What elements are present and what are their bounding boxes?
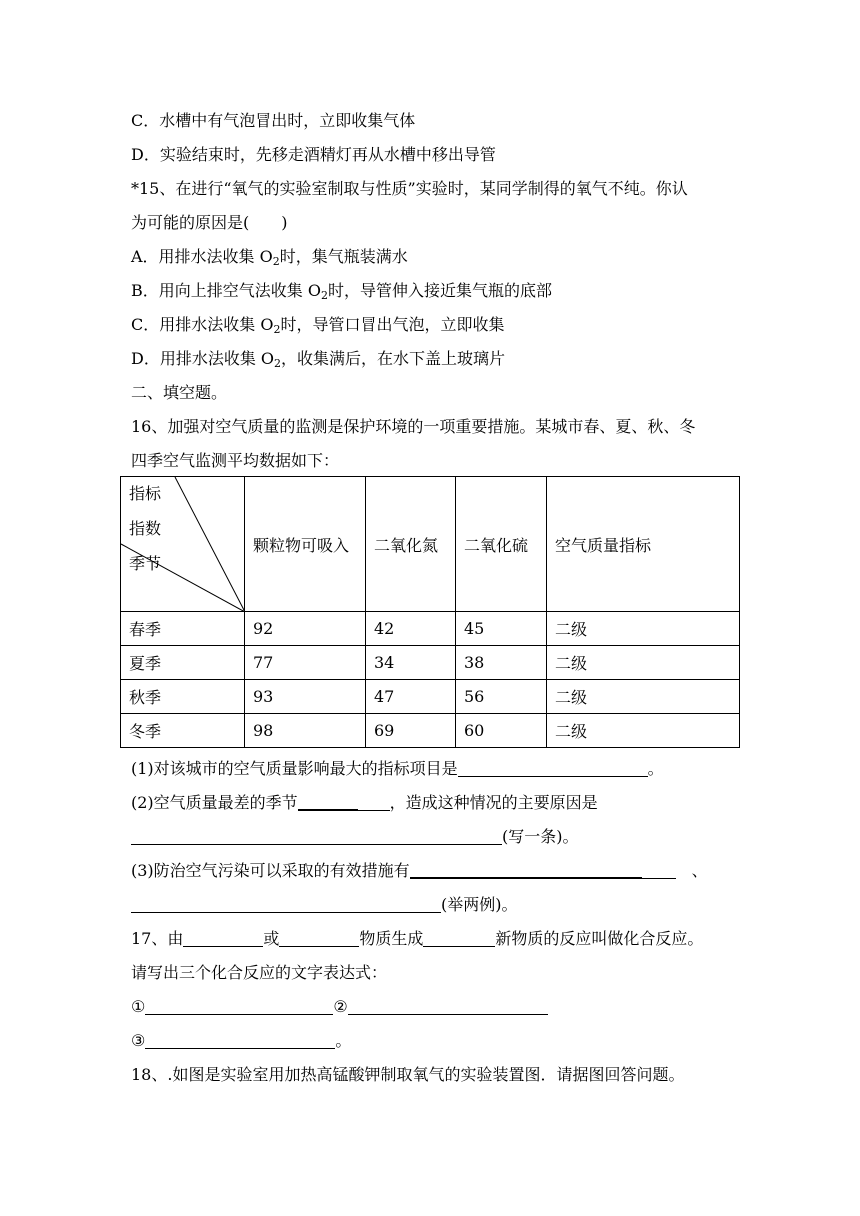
table-cell: 二级 [547, 646, 740, 680]
q16-part2-text-end: (写一条)。 [502, 827, 579, 846]
table-cell: 42 [366, 612, 456, 646]
answer-blank[interactable] [298, 793, 358, 811]
q17-instruction: 请写出三个化合反应的文字表达式： [131, 963, 388, 982]
q16-part2 [131, 793, 598, 813]
q16-part2-line2 [131, 827, 579, 847]
table-cell: 二级 [547, 680, 740, 714]
answer-blank[interactable] [183, 930, 263, 947]
table-header: 二氧化硫 [456, 477, 547, 612]
table-cell: 二级 [547, 714, 740, 748]
table-cell: 45 [456, 612, 547, 646]
q15-option-c-text-end: 时，导管口冒出气泡，立即收集 [280, 315, 505, 334]
answer-blank[interactable] [423, 930, 495, 947]
section-heading: 二、填空题。 [131, 383, 228, 402]
table-cell: 77 [245, 646, 366, 680]
subscript: 2 [273, 323, 281, 336]
circled-number: ② [333, 997, 348, 1016]
answer-blank[interactable] [279, 930, 359, 947]
table-cell: 47 [366, 680, 456, 714]
header-label-index: 指数 [129, 519, 162, 538]
table-cell: 56 [456, 680, 547, 714]
separator: 、 [691, 861, 708, 880]
answer-blank[interactable] [131, 896, 441, 913]
table-cell: 秋季 [121, 680, 245, 714]
table-cell: 34 [366, 646, 456, 680]
table-row [121, 612, 740, 646]
table-cell: 二级 [547, 612, 740, 646]
q15-option-a-text: A．用排水法收集 O [131, 247, 273, 266]
circled-number: ① [131, 997, 146, 1016]
table-cell: 92 [245, 612, 366, 646]
q16-stem-line2: 四季空气监测平均数据如下： [131, 451, 340, 470]
q15-option-d-text: D．用排水法收集 O [131, 349, 275, 368]
q15-option-b [131, 281, 552, 301]
diagonal-header-cell [121, 477, 245, 612]
q15-option-b-text: B．用向上排空气法收集 O [131, 281, 321, 300]
answer-blank[interactable] [145, 998, 333, 1015]
q17-text: 物质生成 [359, 929, 424, 948]
q15-option-a-text-end: 时，集气瓶装满水 [279, 247, 408, 266]
q18-stem: 18、.如图是实验室用加热高锰酸钾制取氧气的实验装置图．请据图回答问题。 [131, 1065, 685, 1084]
q15-option-c [131, 315, 504, 335]
q17-text: 17、由 [131, 929, 184, 948]
table-cell: 夏季 [121, 646, 245, 680]
answer-blank[interactable] [348, 998, 548, 1015]
table-cell: 冬季 [121, 714, 245, 748]
q14-option-d: D．实验结束时，先移走酒精灯再从水槽中移出导管 [131, 145, 496, 164]
answer-blank-tail [642, 862, 676, 879]
table-header: 二氧化氮 [366, 477, 456, 612]
table-row [121, 714, 740, 748]
answer-blank[interactable] [145, 1032, 335, 1049]
q15-stem-line2: 为可能的原因是( ) [131, 213, 288, 232]
table-row [121, 646, 740, 680]
period: 。 [647, 759, 664, 778]
table-cell: 69 [366, 714, 456, 748]
subscript: 2 [274, 357, 282, 370]
q15-option-b-text-end: 时，导管伸入接近集气瓶的底部 [327, 281, 552, 300]
table-row [121, 680, 740, 714]
header-label-season: 季节 [129, 554, 162, 573]
q15-stem-line1: *15、在进行“氧气的实验室制取与性质”实验时，某同学制得的氧气不纯。你认 [131, 179, 688, 198]
answer-blank[interactable] [458, 760, 648, 777]
q16-part1 [131, 759, 664, 779]
table-cell: 98 [245, 714, 366, 748]
q17-text: 新物质的反应叫做化合反应。 [495, 929, 704, 948]
q16-part3-text: (3)防治空气污染可以采取的有效措施有 [131, 861, 410, 880]
q14-option-c: C．水槽中有气泡冒出时，立即收集气体 [131, 111, 416, 130]
q17-answers-row2 [131, 1031, 351, 1051]
table-cell: 60 [456, 714, 547, 748]
q17-stem [131, 929, 703, 949]
q16-part3-line2 [131, 895, 518, 915]
air-quality-table [120, 476, 740, 748]
answer-blank-tail [358, 794, 390, 811]
q17-text: 或 [263, 929, 280, 948]
q15-option-c-text: C．用排水法收集 O [131, 315, 274, 334]
table-cell: 93 [245, 680, 366, 714]
header-label-indicator: 指标 [129, 484, 162, 503]
table-cell: 38 [456, 646, 547, 680]
q15-option-d [131, 349, 505, 369]
answer-blank[interactable] [410, 861, 642, 879]
table-cell: 春季 [121, 612, 245, 646]
table-header: 颗粒物可吸入 [245, 477, 366, 612]
period: 。 [335, 1031, 352, 1050]
subscript: 2 [272, 255, 280, 268]
q15-option-d-text-end: ，收集满后，在水下盖上玻璃片 [281, 349, 506, 368]
q15-option-a [131, 247, 408, 267]
table-header: 空气质量指标 [547, 477, 740, 612]
q17-answers-row1 [131, 997, 548, 1017]
q16-part3-text-end: (举两例)。 [441, 895, 518, 914]
table-header-row [121, 477, 740, 612]
q16-part3 [131, 861, 708, 881]
subscript: 2 [320, 289, 328, 302]
circled-number: ③ [131, 1031, 146, 1050]
q16-part1-text: (1)对该城市的空气质量影响最大的指标项目是 [131, 759, 458, 778]
q16-part2-text: (2)空气质量最差的季节 [131, 793, 298, 812]
answer-blank[interactable] [131, 828, 502, 845]
q16-stem-line1: 16、加强对空气质量的监测是保护环境的一项重要措施。某城市春、夏、秋、冬 [131, 417, 696, 436]
q16-part2-text-mid: ，造成这种情况的主要原因是 [389, 793, 598, 812]
